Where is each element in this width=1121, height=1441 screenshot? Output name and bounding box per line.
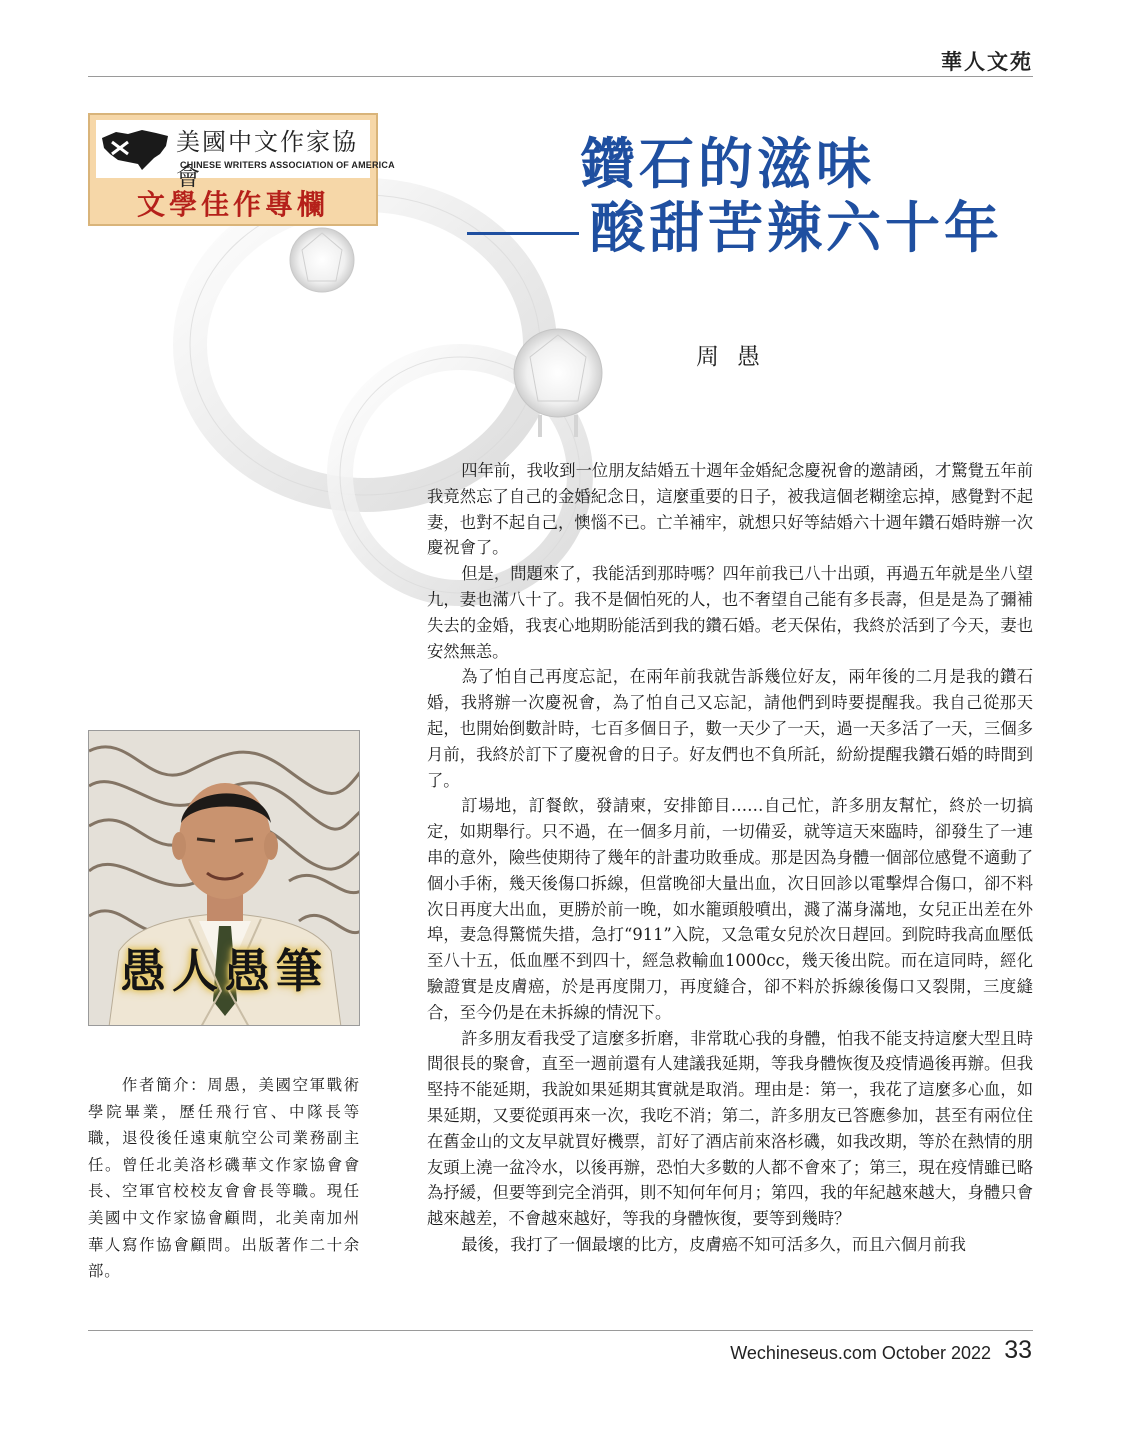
america-map-icon bbox=[98, 124, 172, 176]
paragraph: 四年前，我收到一位朋友結婚五十週年金婚紀念慶祝會的邀請函，才驚覺五年前我竟然忘了自己的金婚紀念日，這麼重要的日子，被我這個老糊塗忘掉，感覺對不起妻，也對不起自己，懊惱不已。亡羊補牢，就想只好等結婚六十週年鑽石婚時辦一次慶祝會了。 bbox=[427, 461, 1033, 558]
author-bio bbox=[88, 1072, 360, 1285]
paragraph: 但是，問題來了，我能活到那時嗎？四年前我已八十出頭，再過五年就是坐八望九，妻也滿八十了。我不是個怕死的人，也不奢望自己能有多長壽，但是是為了彌補失去的金婚，我衷心地期盼能活到我的鑽石婚。老天保佑，我終於活到了今天，妻也安然無恙。 bbox=[427, 564, 1033, 661]
author-photo bbox=[88, 730, 360, 1026]
bio-text: 作者簡介：周愚，美國空軍戰術學院畢業，歷任飛行官、中隊長等職，退役後任遠東航空公司業務副主任。曾任北美洛杉磯華文作家協會會長、空軍官校校友會會長等職。現任美國中文作家協會顧問，北美南加州華人寫作協會顧問。出版著作二十余部。 bbox=[88, 1076, 360, 1281]
article-body bbox=[427, 458, 1033, 1258]
paragraph: 最後，我打了一個最壞的比方，皮膚癌不知可活多久，而且六個月前我 bbox=[461, 1234, 966, 1254]
photo-caption: 愚人愚筆 bbox=[120, 944, 328, 998]
bottom-divider bbox=[88, 1330, 1033, 1331]
column-banner: 文學佳作專欄 bbox=[136, 188, 329, 221]
page-number: 33 bbox=[1004, 1336, 1032, 1364]
footer-publication: Wechineseus.com October 2022 bbox=[730, 1343, 991, 1363]
paragraph: 許多朋友看我受了這麼多折磨，非常耽心我的身體，怕我不能支持這麼大型且時間很長的聚會，直至一週前還有人建議我延期，等我身體恢復及疫情過後再辦。但我堅持不能延期，我說如果延期其實就是取消。理由是：第一，我花了這麼多心血，如果延期，又要從頭再來一次，我吃不消；第二，許多朋友已答應參加，甚至有兩位住在舊金山的文友早就買好機票，訂好了酒店前來洛杉磯，如我改期，等於在熱情的朋友頭上澆一盆冷水，以後再辦，恐怕大多數的人都不會來了；第三，現在疫情雖已略為抒緩，但要等到完全消弭，則不知何年何月；第四，我的年紀越來越大，身體只會越來越差，不會越來越好，等我的身體恢復，要等到幾時？ bbox=[427, 1028, 1033, 1229]
subtitle-dash bbox=[467, 232, 579, 235]
article-title: 鑽石的滋味 bbox=[580, 132, 876, 196]
logo-header bbox=[96, 120, 395, 191]
logo-english-name: CHINESE WRITERS ASSOCIATION OF AMERICA bbox=[180, 160, 395, 170]
association-logo bbox=[88, 113, 395, 226]
top-divider bbox=[88, 76, 1033, 77]
author-name: 周愚 bbox=[696, 344, 778, 370]
paragraph: 訂場地，訂餐飲，發請柬，安排節目……自己忙，許多朋友幫忙，終於一切搞定，如期舉行。只不過，在一個多月前，一切備妥，就等這天來臨時，卻發生了一連串的意外，險些使期待了幾年的計畫功敗垂成。那是因為身體一個部位感覺不適動了個小手術，幾天後傷口拆線，但當晚卻大量出血，次日回診以電擊焊合傷口，卻不料次日再度大出血，更勝於前一晚，如水籠頭般噴出，濺了滿身滿地，女兒正出差在外埠，妻急得驚慌失措，急打“911”入院，又急電女兒於次日趕回。到院時我高血壓低至八十五，低血壓不到四十，經急救輸血1000cc，幾天後出院。而在這同時，經化驗證實是皮膚癌，於是再度開刀，再度縫合，卻不料於拆線後傷口又裂開，三度縫合，至今仍是在未拆線的情況下。 bbox=[427, 796, 1033, 1022]
paragraph: 為了怕自己再度忘記，在兩年前我就告訴幾位好友，兩年後的二月是我的鑽石婚，我將辦一次慶祝會，為了怕自己又忘記，請他們到時要提醒我。我自己從那天起，也開始倒數計時，七百多個日子，數一天少了一天，過一天多活了一天，三個多月前，我終於訂下了慶祝會的日子。好友們也不負所託，紛紛提醒我鑽石婚的時間到了。 bbox=[427, 667, 1033, 790]
logo-chinese-name: 美國中文作家協會 bbox=[176, 128, 358, 191]
section-header: 華人文苑 bbox=[941, 49, 1033, 74]
article-subtitle: 酸甜苦辣六十年 bbox=[590, 196, 1004, 260]
